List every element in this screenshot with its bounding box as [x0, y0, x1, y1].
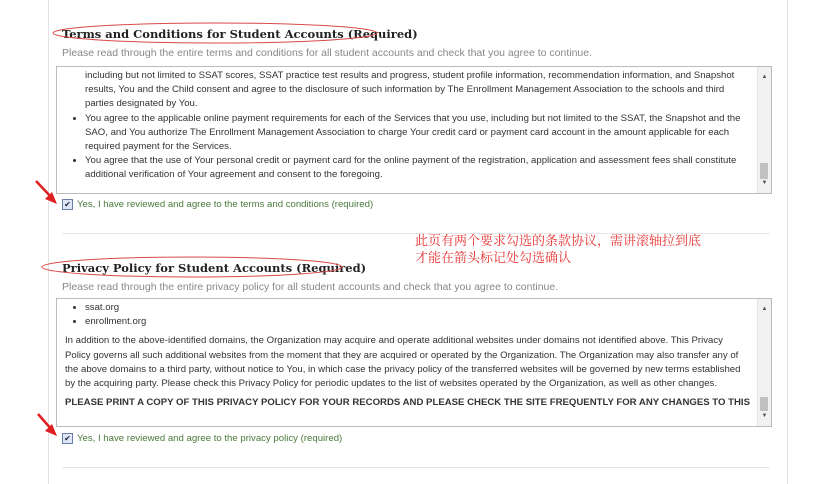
privacy-caps-text: PLEASE PRINT A COPY OF THIS PRIVACY POLICY FOR YOUR RECORDS AND PLEASE CHECK THE SITE FREQUENTLY FOR ANY CHANGES TO THIS [65, 397, 750, 409]
checkbox-checked-icon[interactable]: ✔ [62, 199, 73, 210]
annotation-note [415, 233, 701, 267]
privacy-scroll-box[interactable] [56, 298, 772, 427]
domain-item: • enrollment.org [85, 315, 751, 329]
terms-bullet: • You agree that the use of Your personal credit or payment card for the online payment of the registration, application and assessment fees shall constitute additional verification of Your agreement and consent to the foregoing. [85, 154, 751, 182]
terms-scroll-box[interactable] [56, 66, 772, 194]
annotation-line: 才能在箭头标记处勾选确认 [415, 251, 572, 266]
privacy-paragraph: In addition to the above-identified domains, the Organization may acquire and operate additional websites under domains not identified above. This Privacy Policy governs all such additional websites from the moment that they are acquired or operated by the Organization. The Organization may also transfer any of the above domains to a third party, without notice to You, in which case the privacy policy of the transferred websites will be governed by new terms established by the acquiring party. Please check this Privacy Policy for periodic updates to the list of websites operated by the Organization, as well as other changes. [65, 335, 741, 390]
scroll-up-icon[interactable]: ▲ [761, 306, 768, 312]
terms-paragraph: including but not limited to SSAT scores, SSAT practice test results and progress, student profile information, recommendation information, and Snapshot results, You and the Child consent and agree to the disclosure of such information by The Enrollment Management Association to the schools and third parties designated by You. [85, 70, 735, 110]
terms-agree-label[interactable]: Yes, I have reviewed and agree to the terms and conditions (required) [77, 199, 374, 210]
domain-item: • ssat.org [85, 301, 751, 315]
terms-agree-checkbox[interactable] [62, 199, 373, 210]
divider [62, 467, 770, 468]
scroll-down-icon[interactable]: ▼ [761, 412, 768, 419]
privacy-agree-label[interactable]: Yes, I have reviewed and agree to the privacy policy (required) [77, 433, 343, 444]
scroll-down-icon[interactable]: ▼ [761, 179, 768, 186]
terms-bullet: • You agree to the applicable online payment requirements for each of the Services that you use, including but not limited to the SSAT, the Snapshot and the SAO, and You authorize The Enrollment Management Association to charge Your credit card or payment card account in the amount applicable for each required payment for the Services. [85, 112, 751, 155]
annotation-line: 此页有两个要求勾选的条款协议，需讲滚轴拉到底 [415, 234, 702, 249]
terms-subtitle: Please read through the entire terms and conditions for all student accounts and check that you agree to continue. [62, 47, 592, 59]
terms-scrollbar[interactable] [757, 67, 771, 193]
privacy-title: Privacy Policy for Student Accounts (Required) [62, 261, 367, 275]
terms-title: Terms and Conditions for Student Accounts (Required) [62, 27, 418, 41]
privacy-scrollbar[interactable] [757, 299, 771, 426]
checkbox-checked-icon[interactable]: ✔ [62, 433, 73, 444]
privacy-agree-checkbox[interactable] [62, 433, 342, 444]
privacy-subtitle: Please read through the entire privacy policy for all student accounts and check that you agree to continue. [62, 281, 559, 293]
scroll-up-icon[interactable]: ▲ [761, 74, 768, 80]
